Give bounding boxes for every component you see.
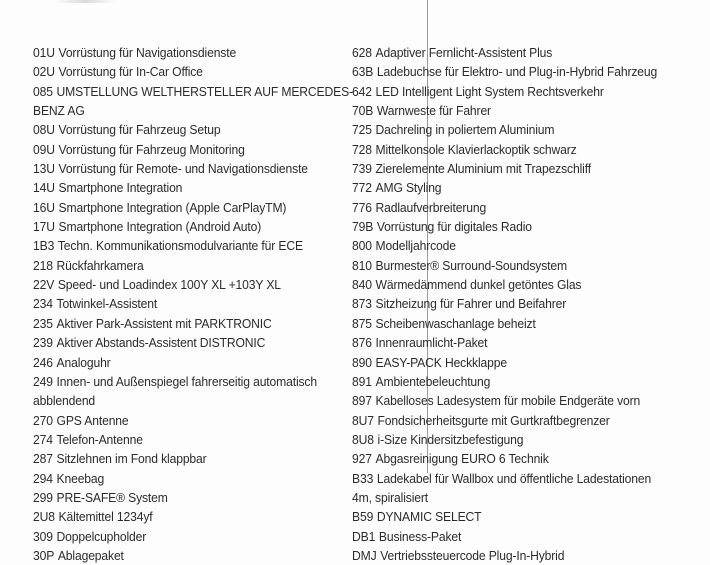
equipment-code: 294 xyxy=(33,470,53,486)
equipment-description-continuation: abblendend xyxy=(33,393,96,409)
equipment-description: Totwinkel-Assistent xyxy=(56,296,158,312)
equipment-code: 890 xyxy=(352,354,372,370)
equipment-description: Innenraumlicht-Paket xyxy=(375,335,488,351)
equipment-description: Modelljahrcode xyxy=(375,238,456,254)
equipment-description: Warnweste für Fahrer xyxy=(376,103,491,119)
equipment-description: LED Intelligent Light System Rechtsverkehr xyxy=(375,83,604,99)
equipment-description: PRE-SAFE® System xyxy=(56,489,168,505)
equipment-code: B59 xyxy=(352,509,374,525)
equipment-item xyxy=(33,198,327,217)
equipment-item xyxy=(352,101,710,120)
equipment-description: Telefon-Antenne xyxy=(56,431,143,447)
equipment-description: Kabelloses Ladesystem für mobile Endgeräte vorn xyxy=(375,393,641,409)
equipment-item xyxy=(33,82,353,101)
equipment-description: Rückfahrkamera xyxy=(56,257,144,273)
equipment-code: 287 xyxy=(33,451,53,467)
equipment-item xyxy=(33,62,327,81)
equipment-description: Aktiver Abstands-Assistent DISTRONIC xyxy=(56,335,266,351)
equipment-item xyxy=(33,120,327,139)
equipment-code: 897 xyxy=(352,393,372,409)
equipment-item xyxy=(33,353,327,372)
equipment-description: Ambientebeleuchtung xyxy=(375,373,491,389)
equipment-code: 800 xyxy=(352,238,372,254)
equipment-code: DB1 xyxy=(352,528,376,544)
equipment-item xyxy=(352,62,710,81)
equipment-description: i-Size Kindersitzbefestigung xyxy=(377,431,524,447)
equipment-item xyxy=(352,430,710,449)
equipment-item xyxy=(33,275,327,294)
equipment-code: 873 xyxy=(352,296,372,312)
equipment-code: 772 xyxy=(352,180,372,196)
equipment-description: Analoguhr xyxy=(56,354,111,370)
equipment-item xyxy=(352,353,710,372)
equipment-item xyxy=(352,391,710,410)
equipment-description: Techn. Kommunikationsmodulvariante für ECE xyxy=(57,238,303,254)
equipment-description: Vorrüstung für Fahrzeug Setup xyxy=(58,122,221,138)
equipment-description: Ladekabel für Wallbox und öffentliche Ladestationen xyxy=(376,470,652,486)
equipment-item xyxy=(352,294,710,313)
equipment-code: 8U8 xyxy=(352,431,374,447)
equipment-item xyxy=(33,546,327,565)
equipment-code: 810 xyxy=(352,257,372,273)
equipment-item xyxy=(352,372,710,391)
equipment-item xyxy=(33,217,327,236)
equipment-code: 249 xyxy=(33,373,53,389)
equipment-item xyxy=(33,256,327,275)
equipment-description: Kältemittel 1234yf xyxy=(58,509,153,525)
equipment-description: Ablagepaket xyxy=(57,547,124,563)
equipment-item xyxy=(352,120,710,139)
equipment-code: 270 xyxy=(33,412,53,428)
equipment-code: 235 xyxy=(33,315,53,331)
equipment-description: Scheibenwaschanlage beheizt xyxy=(375,315,536,331)
equipment-code: 22V xyxy=(33,277,55,293)
equipment-description: AMG Styling xyxy=(375,180,442,196)
equipment-item xyxy=(33,314,327,333)
equipment-code: 13U xyxy=(33,161,55,177)
equipment-description: Vertriebssteuercode Plug-In-Hybrid xyxy=(380,547,565,563)
equipment-description: Vorrüstung für In-Car Office xyxy=(58,64,203,80)
equipment-description: EASY-PACK Heckklappe xyxy=(375,354,507,370)
equipment-item xyxy=(352,82,710,101)
equipment-item xyxy=(352,256,710,275)
equipment-code: 725 xyxy=(352,122,372,138)
equipment-code: 299 xyxy=(33,489,53,505)
equipment-item xyxy=(352,546,710,565)
equipment-code: 246 xyxy=(33,354,53,370)
equipment-item xyxy=(352,507,710,526)
equipment-code: 09U xyxy=(33,141,55,157)
scan-smudge xyxy=(55,0,115,3)
equipment-description: Vorrüstung für Navigationsdienste xyxy=(58,45,237,60)
equipment-description: Radlaufverbreiterung xyxy=(375,199,487,215)
equipment-item xyxy=(352,527,710,546)
equipment-description-continuation: BENZ AG xyxy=(33,103,85,119)
equipment-item xyxy=(352,140,710,159)
equipment-description: Wärmedämmend dunkel getöntes Glas xyxy=(375,277,582,293)
equipment-description: Sitzlehnen im Fond klappbar xyxy=(56,451,207,467)
equipment-item xyxy=(33,178,327,197)
equipment-item xyxy=(352,217,710,236)
equipment-code: 2U8 xyxy=(33,509,55,525)
equipment-code: 309 xyxy=(33,528,53,544)
equipment-description: Vorrüstung für Remote- und Navigationsdienste xyxy=(58,161,308,177)
equipment-description: Fondsicherheitsgurte mit Gurtkraftbegrenzer xyxy=(377,412,610,428)
equipment-description: Doppelcupholder xyxy=(56,528,147,544)
equipment-code: 891 xyxy=(352,373,372,389)
equipment-code: 876 xyxy=(352,335,372,351)
equipment-code: 927 xyxy=(352,451,372,467)
equipment-code: 70B xyxy=(352,103,374,119)
equipment-description: Vorrüstung für Fahrzeug Monitoring xyxy=(58,141,245,157)
equipment-description: Kneebag xyxy=(56,470,105,486)
equipment-description: Zierelemente Aluminium mit Trapezschliff xyxy=(375,161,591,177)
equipment-item xyxy=(33,236,327,255)
equipment-item xyxy=(33,333,327,352)
equipment-item xyxy=(352,159,710,178)
equipment-item xyxy=(33,507,327,526)
equipment-item xyxy=(352,469,710,488)
equipment-item xyxy=(33,411,327,430)
equipment-code: 08U xyxy=(33,122,55,138)
equipment-item xyxy=(33,527,327,546)
equipment-description: Mittelkonsole Klavierlackoptik schwarz xyxy=(375,141,577,157)
equipment-code: 728 xyxy=(352,141,372,157)
equipment-description: Business-Paket xyxy=(378,528,462,544)
equipment-description: Ladebuchse für Elektro- und Plug-in-Hybrid Fahrzeug xyxy=(376,64,658,80)
equipment-description: GPS Antenne xyxy=(56,412,129,428)
equipment-item xyxy=(33,469,327,488)
equipment-code: B33 xyxy=(352,470,374,486)
equipment-code: 239 xyxy=(33,335,53,351)
equipment-item xyxy=(33,488,327,507)
equipment-description: Smartphone Integration xyxy=(58,180,183,196)
equipment-item xyxy=(33,372,327,391)
equipment-list-right xyxy=(352,43,710,565)
equipment-item xyxy=(33,449,327,468)
equipment-item xyxy=(33,140,327,159)
equipment-description: Innen- und Außenspiegel fahrerseitig automatisch xyxy=(56,373,317,389)
equipment-item xyxy=(352,275,710,294)
equipment-item xyxy=(352,236,710,255)
equipment-code: 234 xyxy=(33,296,53,312)
equipment-code: 02U xyxy=(33,64,55,80)
equipment-code: 739 xyxy=(352,161,372,177)
equipment-description-continuation: 4m, spiralisiert xyxy=(352,489,429,505)
equipment-code: 17U xyxy=(33,219,55,235)
equipment-item xyxy=(33,159,327,178)
equipment-description: Sitzheizung für Fahrer und Beifahrer xyxy=(375,296,567,312)
equipment-list-left xyxy=(33,43,353,565)
equipment-description: UMSTELLUNG WELTHERSTELLER AUF MERCEDES- xyxy=(56,83,353,99)
equipment-code: DMJ xyxy=(352,547,377,563)
equipment-item xyxy=(33,430,327,449)
equipment-code: 642 xyxy=(352,83,372,99)
equipment-item xyxy=(352,198,710,217)
equipment-description: Smartphone Integration (Android Auto) xyxy=(58,219,262,235)
equipment-description: DYNAMIC SELECT xyxy=(376,509,482,525)
equipment-code: 1B3 xyxy=(33,238,55,254)
equipment-item xyxy=(33,294,327,313)
equipment-code: 01U xyxy=(33,45,55,60)
equipment-description: Abgasreinigung EURO 6 Technik xyxy=(375,451,549,467)
equipment-description: Aktiver Park-Assistent mit PARKTRONIC xyxy=(56,315,272,331)
equipment-code: 8U7 xyxy=(352,412,374,428)
equipment-description: Dachreling in poliertem Aluminium xyxy=(375,122,555,138)
equipment-item xyxy=(33,43,327,62)
equipment-code: 875 xyxy=(352,315,372,331)
equipment-item xyxy=(352,333,710,352)
equipment-item xyxy=(352,314,710,333)
equipment-item xyxy=(352,43,710,62)
equipment-description: Adaptiver Fernlicht-Assistent Plus xyxy=(375,45,553,60)
equipment-code: 30P xyxy=(33,547,55,563)
equipment-item xyxy=(352,178,710,197)
equipment-code: 79B xyxy=(352,219,374,235)
equipment-item xyxy=(352,411,710,430)
equipment-code: 14U xyxy=(33,180,55,196)
equipment-code: 840 xyxy=(352,277,372,293)
equipment-code: 63B xyxy=(352,64,374,80)
equipment-code: 16U xyxy=(33,199,55,215)
equipment-code: 776 xyxy=(352,199,372,215)
equipment-description: Burmester® Surround-Soundsystem xyxy=(375,257,567,273)
equipment-description: Smartphone Integration (Apple CarPlayTM) xyxy=(58,199,287,215)
equipment-item xyxy=(352,449,710,468)
equipment-code: 218 xyxy=(33,257,53,273)
equipment-code: 274 xyxy=(33,431,53,447)
equipment-description: Speed- und Loadindex 100Y XL +103Y XL xyxy=(57,277,281,293)
equipment-code: 085 xyxy=(33,83,53,99)
equipment-code: 628 xyxy=(352,45,372,60)
equipment-description: Vorrüstung für digitales Radio xyxy=(376,219,532,235)
